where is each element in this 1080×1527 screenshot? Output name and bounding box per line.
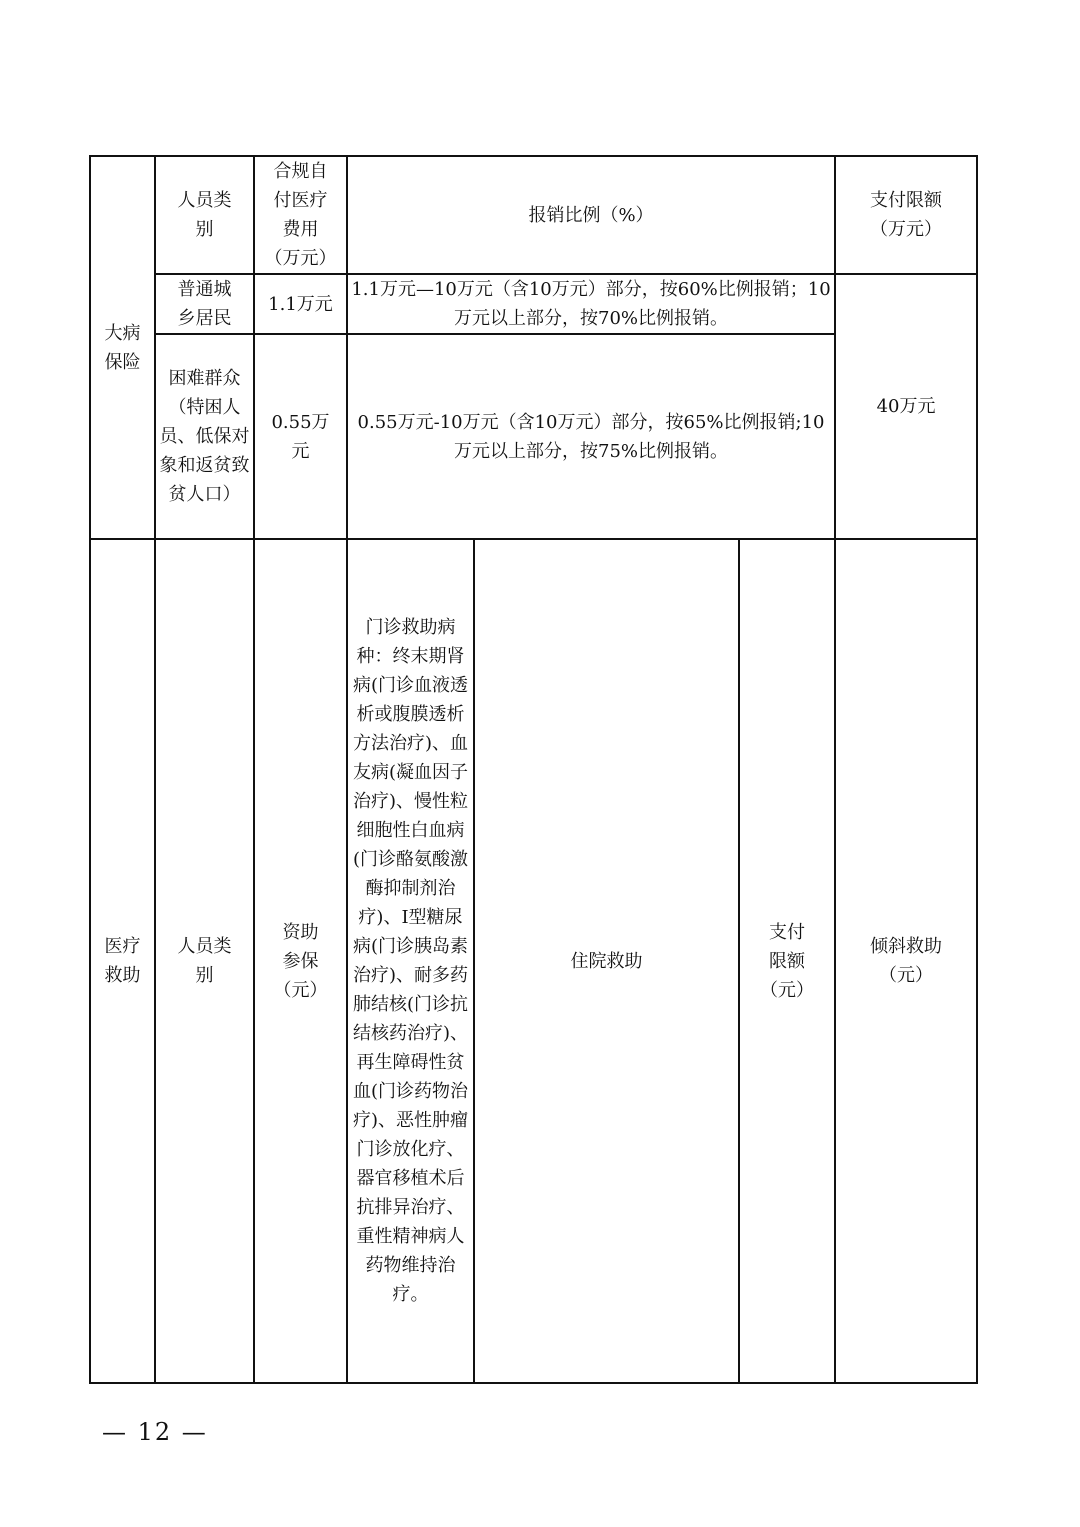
aid-subsidy: 资助 参保 （元） — [254, 539, 347, 1383]
row-poor-person-type: 困难群众（特困人员、低保对象和返贫致贫人口） — [155, 334, 254, 539]
header-limit: 支付限额 （万元） — [835, 156, 977, 274]
row-poor-self-pay: 0.55万 元 — [254, 334, 347, 539]
row-ordinary-self-pay: 1.1万元 — [254, 274, 347, 334]
header-self-pay: 合规自 付医疗 费用 （万元） — [254, 156, 347, 274]
aid-outpatient: 门诊救助病种：终末期肾病(门诊血液透析或腹膜透析方法治疗)、血友病(凝血因子治疗)、慢性粒细胞性白血病(门诊酪氨酸激酶抑制剂治疗)、Ⅰ型糖尿病(门诊胰岛素治疗)、耐多药肺结核(门诊抗结核药治疗)、再生障碍性贫血(门诊药物治疗)、恶性肿瘤门诊放化疗、器官移植术后抗排异治疗、重性精神病人药物维持治疗。 — [347, 539, 474, 1383]
aid-inpatient: 住院救助 — [474, 539, 739, 1383]
limit-value: 40万元 — [835, 274, 977, 539]
header-person-type: 人员类 别 — [155, 156, 254, 274]
medical-aid-label: 医疗 救助 — [90, 539, 155, 1383]
page-number: — 12 — — [102, 1418, 208, 1446]
row-ordinary-ratio: 1.1万元—10万元（含10万元）部分，按60%比例报销；10万元以上部分，按70%比例报销。 — [347, 274, 835, 334]
insurance-table — [89, 155, 978, 1384]
row-poor-ratio: 0.55万元-10万元（含10万元）部分，按65%比例报销;10万元以上部分，按75%比例报销。 — [347, 334, 835, 539]
major-illness-label: 大病 保险 — [90, 156, 155, 539]
header-ratio: 报销比例（%） — [347, 156, 835, 274]
aid-tilt: 倾斜救助 （元） — [835, 539, 977, 1383]
aid-limit: 支付 限额 （元） — [739, 539, 835, 1383]
aid-person-type: 人员类 别 — [155, 539, 254, 1383]
row-ordinary-person-type: 普通城 乡居民 — [155, 274, 254, 334]
